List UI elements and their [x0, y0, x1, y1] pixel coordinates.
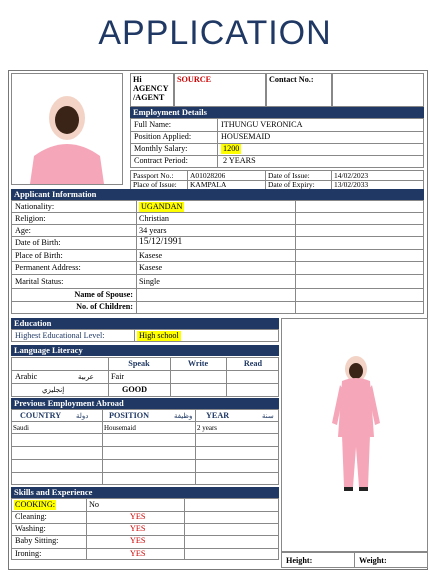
- col-position-ar: وظيفة: [174, 412, 193, 420]
- skill-cooking-label: COOKING:: [15, 500, 56, 509]
- agency-label: Hi AGENCY /AGENT: [130, 73, 174, 107]
- passport-value: A01028206: [190, 171, 226, 180]
- place-issue-value: KAMPALA: [190, 180, 227, 189]
- dob-value: 15/12/1991: [139, 237, 183, 247]
- col-country-ar: دولة: [76, 412, 89, 420]
- salary-label: Monthly Salary:: [134, 144, 188, 153]
- skill-ironing-value: YES: [130, 549, 146, 558]
- pob-label: Place of Birth:: [15, 251, 63, 260]
- education-heading: Education: [11, 318, 279, 329]
- education-level-value: High school: [139, 331, 179, 340]
- skill-washing-value: YES: [130, 524, 146, 533]
- skills-table: [11, 498, 279, 560]
- employment-heading: Employment Details: [130, 107, 424, 118]
- marital-label: Marital Status:: [15, 277, 64, 286]
- place-issue-label: Place of Issue:: [133, 180, 177, 189]
- children-label: No. of Children:: [76, 302, 133, 311]
- education-level-label: Highest Educational Level:: [15, 331, 105, 340]
- language-table: [11, 357, 279, 397]
- age-value: 34 years: [139, 226, 167, 235]
- lang-english-speak: GOOD: [122, 385, 148, 394]
- contact-value[interactable]: [332, 73, 424, 107]
- spouse-label: Name of Spouse:: [74, 290, 133, 299]
- issue-date-label: Date of Issue:: [268, 171, 310, 180]
- passport-table: [130, 170, 424, 190]
- contact-label: Contact No.:: [266, 73, 332, 107]
- weight-label: Weight:: [359, 556, 387, 565]
- lang-arabic-ar: عربية: [78, 373, 94, 381]
- expiry-value: 13/02/2033: [334, 180, 369, 189]
- position-label: Position Applied:: [134, 132, 192, 141]
- salary-value: 1200: [223, 144, 240, 153]
- col-year: YEAR: [206, 411, 230, 420]
- height-label: Height:: [286, 556, 313, 565]
- full-body-photo: [281, 318, 428, 552]
- full-name-value: ITHUNGU VERONICA: [221, 120, 303, 129]
- page-title: APPLICATION: [98, 14, 332, 52]
- prev-year-value: 2 years: [197, 424, 218, 432]
- address-label: Permanent Address:: [15, 263, 81, 272]
- passport-photo: [11, 73, 123, 185]
- applicant-table: [11, 200, 424, 314]
- nationality-label: Nationality:: [15, 202, 55, 211]
- religion-label: Religion:: [15, 214, 46, 223]
- dob-label: Date of Birth:: [15, 238, 61, 247]
- issue-date-value: 14/02/2023: [334, 171, 369, 180]
- col-position: POSITION: [109, 411, 150, 420]
- age-label: Age:: [15, 226, 31, 235]
- col-read: Read: [243, 359, 263, 368]
- passport-label: Passport No.:: [133, 171, 174, 180]
- skill-babysitting-label: Baby Sitting:: [15, 536, 59, 545]
- col-year-ar: سنة: [262, 412, 274, 420]
- source-value: SOURCE: [174, 73, 266, 107]
- lang-arabic-label: Arabic: [15, 372, 38, 381]
- skill-ironing-label: Ironing:: [15, 549, 42, 558]
- religion-value: Christian: [139, 214, 170, 223]
- contract-label: Contract Period:: [134, 156, 188, 165]
- measures-table: [281, 552, 428, 568]
- prev-country-value: Saudi: [13, 424, 29, 432]
- education-table: [11, 329, 279, 342]
- full-body-image: [282, 319, 427, 551]
- lang-english-ar: إنجليزي: [42, 386, 65, 394]
- employment-table: [130, 118, 424, 168]
- expiry-label: Date of Expiry:: [268, 180, 315, 189]
- position-value: HOUSEMAID: [221, 132, 271, 141]
- col-speak: Speak: [128, 359, 150, 368]
- address-value: Kasese: [139, 263, 163, 272]
- prev-position-value: Housemaid: [104, 424, 136, 432]
- previous-heading: Previous Employment Abroad: [11, 398, 279, 409]
- nationality-value: UGANDAN: [141, 202, 183, 211]
- lang-arabic-speak: Fair: [111, 372, 125, 381]
- skill-cleaning-value: YES: [130, 512, 146, 521]
- skill-babysitting-value: YES: [130, 536, 146, 545]
- skills-heading: Skills and Experience: [11, 487, 279, 498]
- language-heading: Language Literacy: [11, 345, 279, 356]
- skill-cooking-value: No: [89, 500, 100, 509]
- pob-value: Kasese: [139, 251, 163, 260]
- portrait-image: [12, 74, 122, 184]
- contract-value: 2 YEARS: [223, 156, 256, 165]
- skill-cleaning-label: Cleaning:: [15, 512, 47, 521]
- previous-table: [11, 409, 279, 485]
- skill-washing-label: Washing:: [15, 524, 46, 533]
- full-name-label: Full Name:: [134, 120, 172, 129]
- col-country: COUNTRY: [20, 411, 62, 420]
- marital-value: Single: [139, 277, 160, 286]
- col-write: Write: [187, 359, 209, 368]
- applicant-heading: Applicant Information: [11, 189, 424, 200]
